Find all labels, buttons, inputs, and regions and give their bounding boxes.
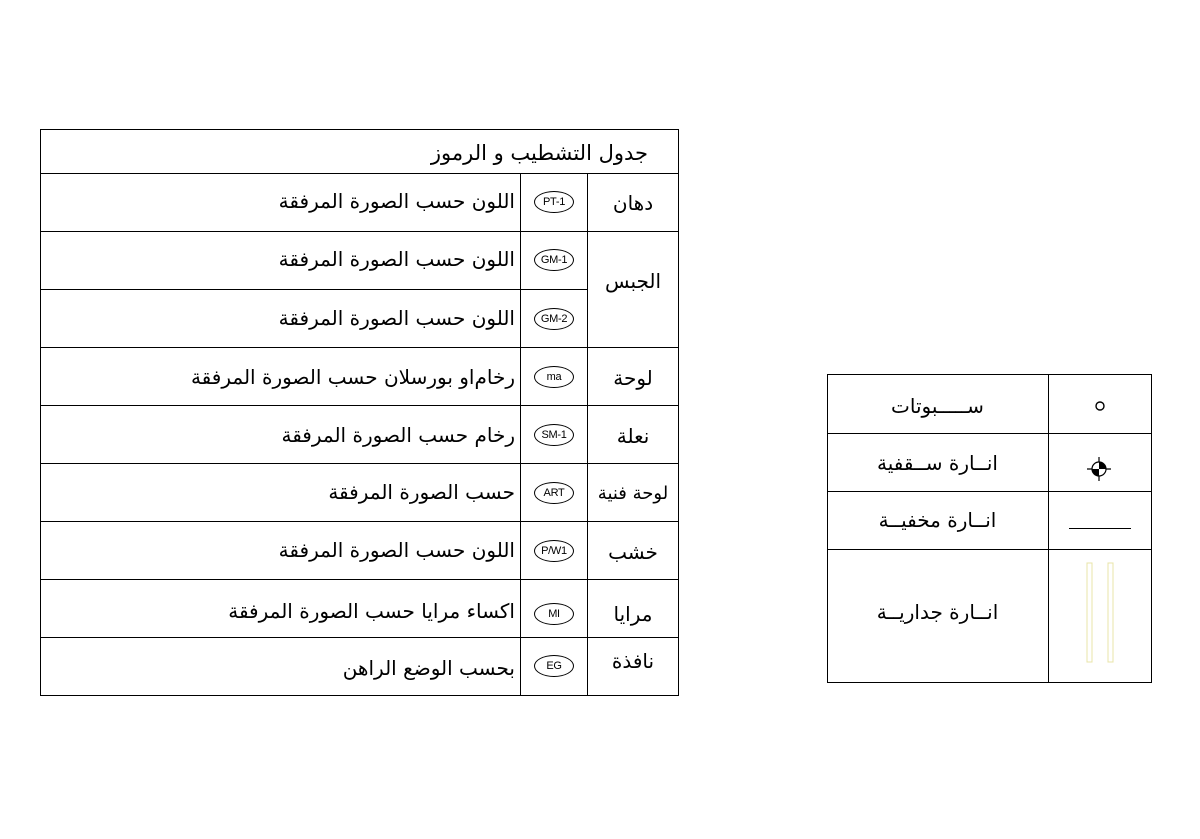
finish-description: اللون حسب الصورة المرفقة	[278, 538, 515, 562]
category-label: خشب	[608, 540, 658, 564]
legend-label: انــارة مخفيــة	[878, 508, 997, 532]
finish-code-badge: SM-1	[534, 424, 574, 446]
finish-code-badge: MI	[534, 603, 574, 625]
finish-description: رخام حسب الصورة المرفقة	[281, 423, 515, 447]
row-divider	[40, 521, 679, 522]
finish-description: اكساء مرايا حسب الصورة المرفقة	[228, 599, 515, 623]
finish-code-badge: EG	[534, 655, 574, 677]
finish-description: حسب الصورة المرفقة	[328, 480, 515, 504]
row-divider	[40, 463, 679, 464]
row-divider	[40, 579, 679, 580]
finish-description: رخام‌او بورسلان حسب الصورة المرفقة	[190, 365, 515, 389]
category-label: مرايا	[613, 602, 653, 626]
row-divider	[827, 491, 1152, 492]
category-label: الجبس	[604, 269, 662, 293]
finish-description: اللون حسب الصورة المرفقة	[278, 247, 515, 271]
ceiling-light-icon	[1086, 456, 1112, 482]
category-label: لوحة فنية	[597, 483, 669, 504]
row-divider	[827, 433, 1152, 434]
hidden-light-icon	[1069, 528, 1131, 529]
finish-description: بحسب الوضع الراهن	[342, 656, 515, 680]
finishes-table-title: جدول التشطيب و الرموز	[430, 141, 648, 165]
finish-code-badge: ART	[534, 482, 574, 504]
category-label: نعلة	[616, 424, 650, 448]
finish-code-badge: GM-2	[534, 308, 574, 330]
finish-code-badge: PT-1	[534, 191, 574, 213]
category-label: لوحة	[613, 366, 653, 390]
category-label: دهان	[612, 191, 654, 215]
finish-description: اللون حسب الصورة المرفقة	[278, 189, 515, 213]
row-divider	[40, 231, 679, 232]
row-divider	[40, 289, 588, 290]
row-divider	[40, 347, 679, 348]
column-divider	[520, 173, 521, 696]
finish-code-badge: GM-1	[534, 249, 574, 271]
finish-description: اللون حسب الصورة المرفقة	[278, 306, 515, 330]
wall-light-icon	[1085, 562, 1115, 664]
row-divider	[40, 637, 679, 638]
finish-code-badge: P/W1	[534, 540, 574, 562]
category-label: نافذة	[611, 649, 655, 673]
column-divider	[1048, 374, 1049, 683]
row-divider	[827, 549, 1152, 550]
spot-icon	[1093, 399, 1107, 413]
legend-label: انــارة ســقفية	[877, 451, 998, 475]
legend-label: انــارة جداريــة	[876, 600, 999, 624]
row-divider	[40, 173, 679, 174]
finish-code-badge: ma	[534, 366, 574, 388]
row-divider	[40, 405, 679, 406]
legend-label: ســـــبوتات	[891, 394, 984, 418]
